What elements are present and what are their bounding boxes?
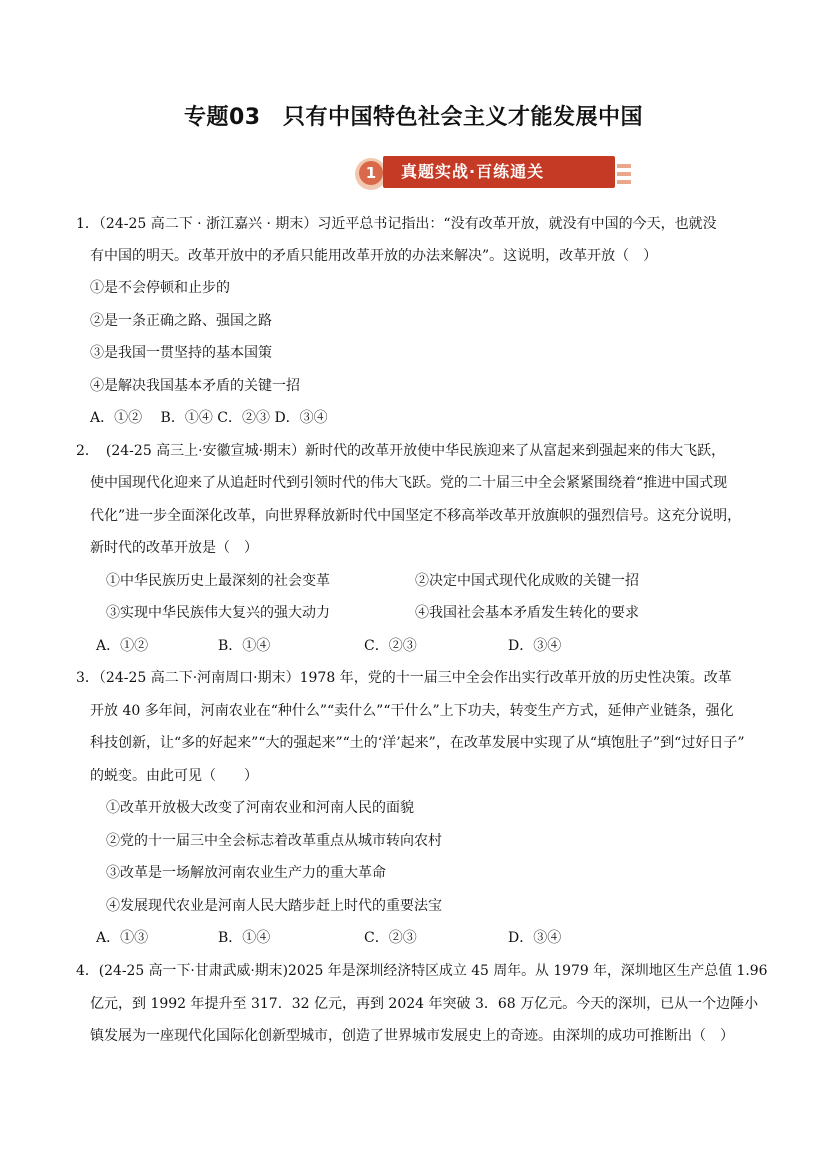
banner-label: 真题实战·百练通关 — [401, 162, 545, 181]
question-3-option-3: ③改革是一场解放河南农业生产力的重大革命 — [106, 865, 386, 881]
question-3-answer-d: D．③④ — [508, 930, 562, 946]
banner-decoration — [617, 172, 631, 176]
question-2-answer-b: B．①④ — [218, 638, 271, 654]
question-2-option-2: ②决定中国式现代化成败的关键一招 — [415, 573, 639, 589]
question-2-answer-d: D．③④ — [508, 638, 562, 654]
banner-decoration — [617, 164, 631, 168]
question-3-option-1: ①改革开放极大改变了河南农业和河南人民的面貌 — [106, 800, 414, 816]
question-2-option-1: ①中华民族历史上最深刻的社会变革 — [106, 573, 330, 589]
question-3-line-3: 科技创新，让“多的好起来”“大的强起来”“土的‘洋’起来”，在改革发展中实现了从“填饱肚子”到“过好日子” — [90, 735, 745, 751]
question-4-line-2: 亿元，到 1992 年提升至 317．32 亿元，再到 2024 年突破 3．68 万亿元。今天的深圳，已从一个边陲小 — [90, 996, 759, 1012]
question-2-line-2: 使中国现代化迎来了从追赶时代到引领时代的伟大飞跃。党的二十届三中全会紧紧围绕着“推进中国式现 — [90, 475, 728, 491]
section-banner — [355, 154, 635, 190]
question-4-line-3: 镇发展为一座现代化国际化创新型城市，创造了世界城市发展史上的奇迹。由深圳的成功可推断出（ ） — [90, 1028, 734, 1044]
question-2-option-3: ③实现中华民族伟大复兴的强大动力 — [106, 605, 330, 621]
banner-bar — [383, 156, 615, 188]
question-1-option-1: ①是不会停顿和止步的 — [90, 280, 230, 296]
question-2-answer-a: A．①② — [96, 638, 149, 654]
question-3-line-2: 开放 40 多年间，河南农业在“种什么”“卖什么”“干什么”上下功夫，转变生产方式，延伸产业链条，强化 — [90, 703, 734, 719]
question-1-line-2: 有中国的明天。改革开放中的矛盾只能用改革开放的办法来解决”。这说明，改革开放（ ） — [90, 248, 658, 264]
question-2-option-4: ④我国社会基本矛盾发生转化的要求 — [415, 605, 639, 621]
question-1-answers: A．①② B．①④ C．②③ D．③④ — [90, 410, 328, 426]
question-3-answer-c: C．②③ — [364, 930, 417, 946]
question-1-option-3: ③是我国一贯坚持的基本国策 — [90, 345, 272, 361]
banner-decoration — [617, 180, 631, 184]
question-4-line-1: 4．(24-25 高一下·甘肃武威·期末)2025 年是深圳经济特区成立 45 周年。从 1979 年，深圳地区生产总值 1.96 — [76, 963, 768, 979]
question-1-line-1: 1．（24-25 高二下 · 浙江嘉兴 · 期末）习近平总书记指出：“没有改革开放，就没有中国的今天，也就没 — [76, 216, 717, 232]
question-3-line-4: 的蜕变。由此可见（ ） — [90, 768, 258, 784]
question-1-option-2: ②是一条正确之路、强国之路 — [90, 313, 272, 329]
banner-number: 1 — [359, 161, 383, 185]
question-3-option-2: ②党的十一届三中全会标志着改革重点从城市转向农村 — [106, 833, 442, 849]
question-2-line-1: 2． (24-25 高三上·安徽宣城·期末）新时代的改革开放使中华民族迎来了从富起来到强起来的伟大飞跃， — [76, 443, 726, 459]
question-3-answer-b: B．①④ — [218, 930, 271, 946]
question-2-answer-c: C．②③ — [364, 638, 417, 654]
question-3-line-1: 3．（24-25 高二下·河南周口·期末）1978 年，党的十一届三中全会作出实行改革开放的历史性决策。改革 — [76, 670, 732, 686]
question-2-line-3: 代化”进一步全面深化改革，向世界释放新时代中国坚定不移高举改革开放旗帜的强烈信号。这充分说明， — [90, 508, 742, 524]
question-2-line-4: 新时代的改革开放是（ ） — [90, 540, 258, 556]
question-3-answer-a: A．①③ — [96, 930, 149, 946]
question-3-option-4: ④发展现代农业是河南人民大踏步赶上时代的重要法宝 — [106, 898, 442, 914]
question-1-option-4: ④是解决我国基本矛盾的关键一招 — [90, 378, 300, 394]
page-title: 专题03 只有中国特色社会主义才能发展中国 — [183, 105, 644, 130]
